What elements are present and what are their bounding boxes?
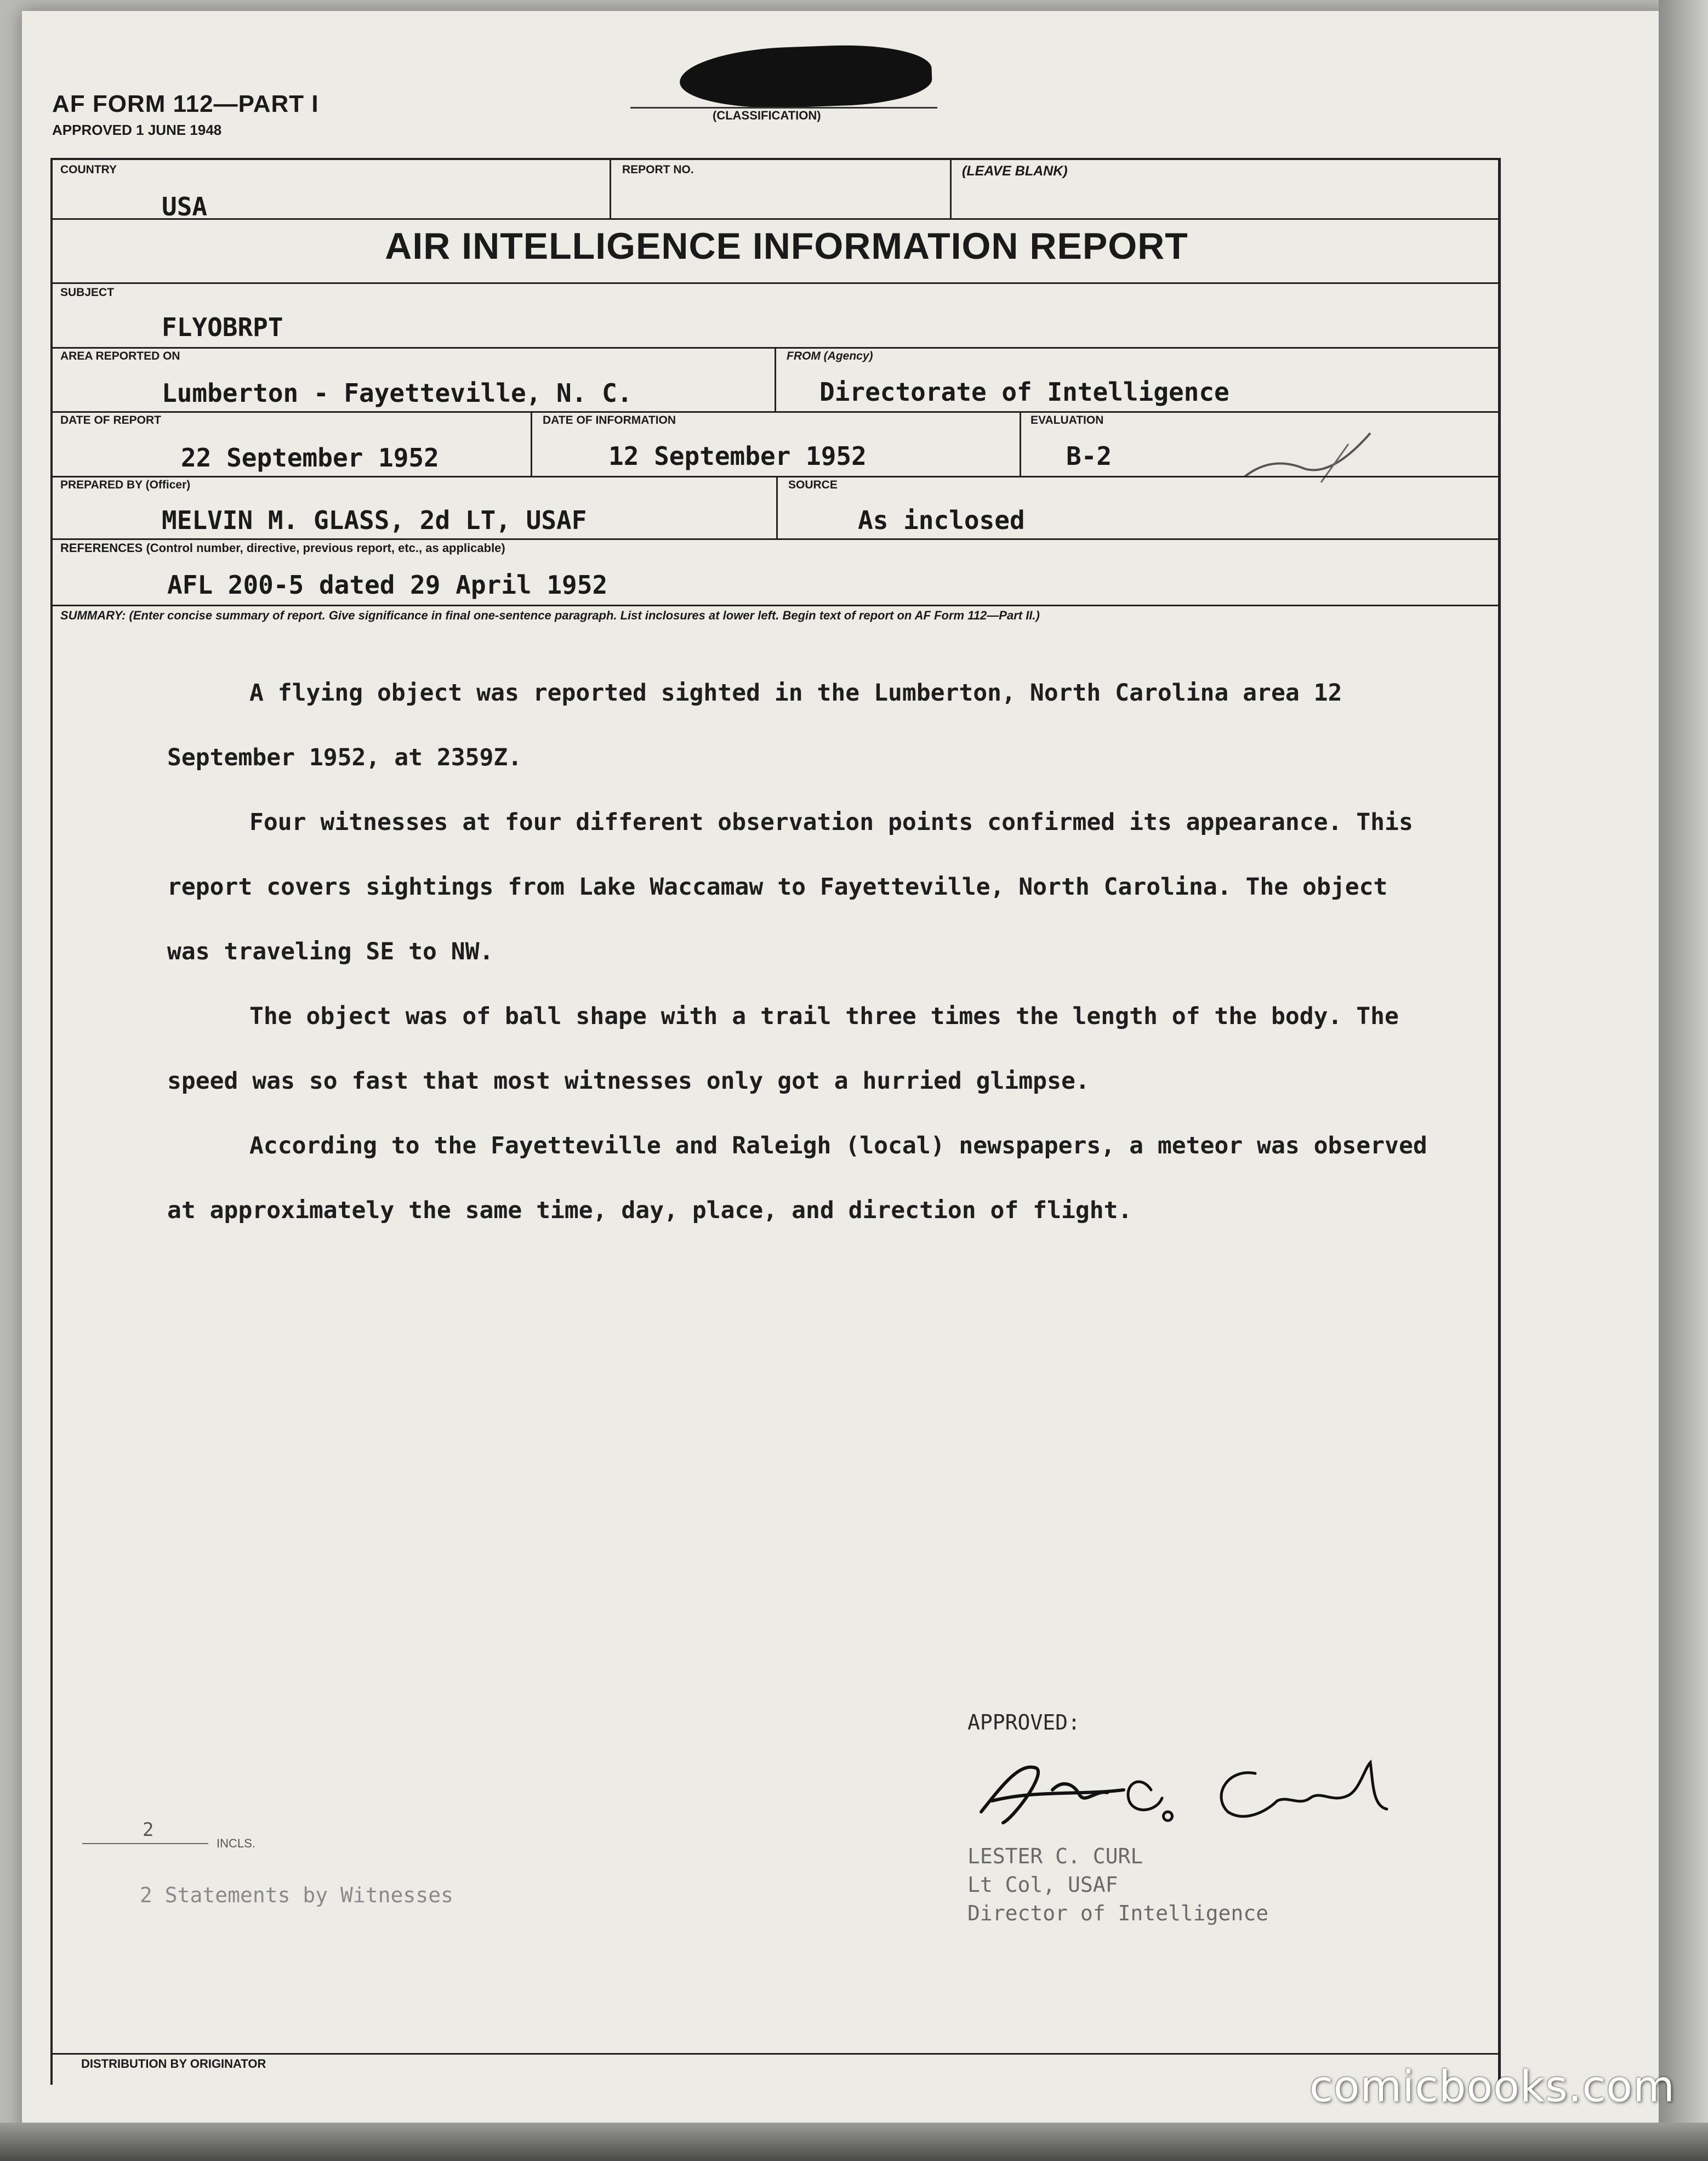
body-paragraph-4: According to the Fayetteville and Raleigh (local) newspapers, a meteor was observed at approximately the same time, day, place, and direction of flight. <box>167 1132 1427 1224</box>
divider <box>1020 411 1021 477</box>
row-rule <box>50 476 1501 477</box>
report-no-label: REPORT NO. <box>622 163 694 176</box>
prepared-by-label: PREPARED BY (Officer) <box>60 479 191 491</box>
body-paragraph-3: The object was of ball shape with a trail three times the length of the body. The speed was so fast that most witnesses only got a hurried glimpse. <box>167 1003 1399 1095</box>
subject-value: FLYOBRPT <box>162 312 283 342</box>
date-of-information-label: DATE OF INFORMATION <box>543 414 676 426</box>
source-label: SOURCE <box>788 479 838 491</box>
inclosure-label: INCLS. <box>217 1836 255 1850</box>
classification-label: (CLASSIFICATION) <box>713 109 821 122</box>
country-value: USA <box>162 192 208 221</box>
body-paragraph-2: Four witnesses at four different observation points confirmed its appearance. This report covers sightings from Lake Waccamaw to Fayetteville, North Carolina. The object was traveling SE to NW. <box>167 809 1413 965</box>
summary-label: SUMMARY: (Enter concise summary of report. Give significance in final one-sentence paragraph. List inclosures at lower left. Begin text of report on AF Form 112—Part II.) <box>60 609 1040 622</box>
row-rule <box>50 538 1501 540</box>
row-rule <box>50 605 1501 606</box>
form-id: AF FORM 112—PART I <box>52 90 319 117</box>
signer-name: LESTER C. CURL <box>967 1844 1143 1868</box>
inclosure-count: 2 <box>143 1819 154 1841</box>
scan-edge-right <box>1659 0 1708 2161</box>
prepared-by-value: MELVIN M. GLASS, 2d LT, USAF <box>162 505 587 535</box>
evaluation-value: B-2 <box>1066 441 1112 471</box>
date-of-information-value: 12 September 1952 <box>608 441 867 471</box>
source-value: As inclosed <box>858 505 1025 535</box>
row-rule <box>50 2053 1501 2055</box>
date-of-report-value: 22 September 1952 <box>181 443 439 473</box>
signer-title: Director of Intelligence <box>967 1901 1269 1925</box>
from-agency-value: Directorate of Intelligence <box>819 377 1229 407</box>
handwritten-mark <box>1239 422 1381 493</box>
row-rule <box>50 411 1501 413</box>
approved-label: APPROVED: <box>967 1710 1080 1735</box>
report-title: AIR INTELLIGENCE INFORMATION REPORT <box>385 225 1188 267</box>
inclosure-line <box>82 1843 208 1844</box>
divider <box>776 476 778 539</box>
row-rule <box>50 282 1501 284</box>
divider <box>950 159 952 219</box>
divider <box>775 347 776 412</box>
inclosure-item: 2 Statements by Witnesses <box>140 1883 453 1907</box>
body-paragraph-1: A flying object was reported sighted in the Lumberton, North Carolina area 12 September 1952, at 2359Z. <box>167 679 1342 771</box>
watermark: comicbooks.com <box>1309 2062 1675 2112</box>
form-approved-date: APPROVED 1 JUNE 1948 <box>52 122 222 138</box>
leave-blank-label: (LEAVE BLANK) <box>962 163 1068 179</box>
references-label: REFERENCES (Control number, directive, previous report, etc., as applicable) <box>60 541 505 555</box>
distribution-label: DISTRIBUTION BY ORIGINATOR <box>81 2057 266 2071</box>
references-value: AFL 200-5 dated 29 April 1952 <box>167 570 608 600</box>
signature-image <box>970 1751 1398 1834</box>
scan-edge-bottom <box>0 2123 1708 2161</box>
from-agency-label: FROM (Agency) <box>787 350 873 362</box>
date-of-report-label: DATE OF REPORT <box>60 414 161 426</box>
area-reported-value: Lumberton - Fayetteville, N. C. <box>162 378 633 408</box>
evaluation-label: EVALUATION <box>1031 414 1104 426</box>
subject-label: SUBJECT <box>60 286 115 299</box>
signer-block <box>967 1842 1268 1927</box>
report-body <box>167 661 1439 1243</box>
row-rule <box>50 218 1501 220</box>
area-reported-label: AREA REPORTED ON <box>60 350 180 362</box>
divider <box>531 411 532 477</box>
divider <box>610 159 611 219</box>
signer-rank: Lt Col, USAF <box>967 1873 1118 1897</box>
country-label: COUNTRY <box>60 163 117 176</box>
